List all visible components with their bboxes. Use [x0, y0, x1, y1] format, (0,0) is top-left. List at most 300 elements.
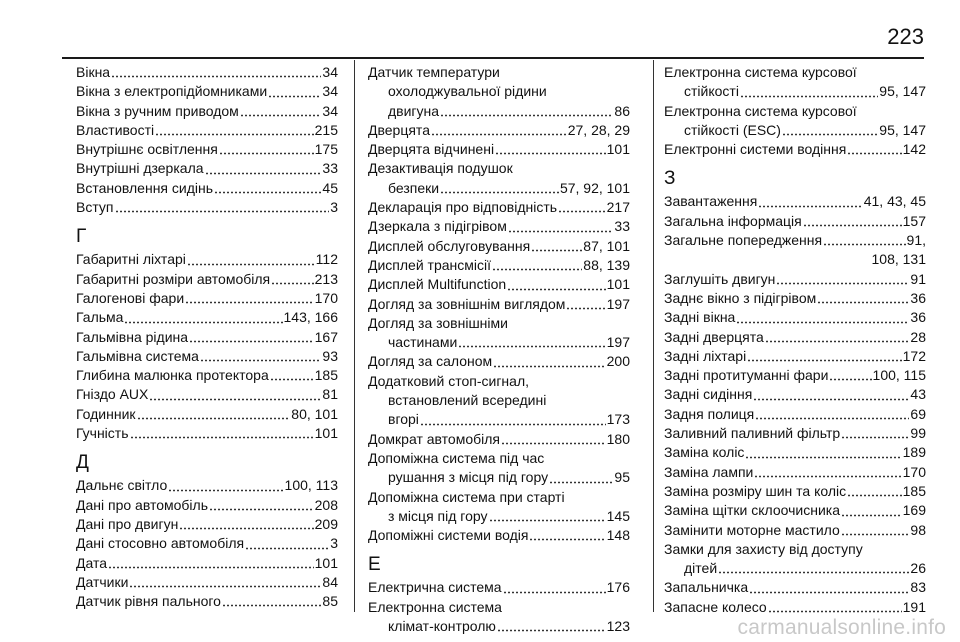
entry-line [76, 289, 338, 308]
entry-text: Замінити моторне мастило [664, 521, 840, 538]
page-refs: 57, 92, 101 [559, 179, 630, 196]
entry-line [664, 270, 926, 289]
entry-text: рушання з місця під гору [388, 469, 549, 486]
index-entry [368, 275, 630, 294]
section-letter: Д [76, 452, 89, 474]
entry-text: Запальничка [664, 579, 749, 596]
index-entry [368, 526, 630, 545]
entry-text: Дверцята відчинені [368, 141, 495, 158]
section-letter: Е [368, 554, 381, 576]
dot-leader [745, 453, 901, 459]
entry-line [368, 179, 630, 198]
entry-text: Вступ [76, 199, 114, 216]
entry-text: Годинник [76, 405, 136, 422]
page-refs: 189 [902, 444, 926, 461]
index-entry [664, 347, 926, 366]
entry-line [76, 592, 338, 611]
index-entry [664, 102, 926, 141]
index-entry [76, 102, 338, 121]
dot-leader [549, 478, 613, 484]
page-refs: 197 [606, 295, 630, 312]
entry-text: встановлений всередині [388, 392, 547, 409]
page-refs: 101 [314, 425, 338, 442]
dot-leader [205, 169, 322, 175]
entry-text: Допоміжна система при старті [368, 488, 565, 505]
entry-line [368, 275, 630, 294]
dot-leader [219, 149, 314, 155]
entry-line [368, 410, 630, 429]
dot-leader [765, 337, 910, 343]
dot-leader [529, 535, 605, 541]
index-entry [76, 63, 338, 82]
index-entry [76, 424, 338, 443]
index-entry [664, 424, 926, 443]
entry-text: Допоміжна система під час [368, 449, 545, 466]
dot-leader [420, 420, 606, 426]
page-refs: 93 [322, 347, 338, 364]
index-entry [664, 443, 926, 462]
entry-line [664, 366, 926, 385]
entry-text: Загальна інформація [664, 212, 802, 229]
dot-leader [240, 111, 322, 117]
index-entry [368, 237, 630, 256]
page-refs: 98 [910, 521, 926, 538]
page-refs: 34 [322, 64, 338, 80]
page-refs: 33 [322, 160, 338, 177]
page-refs: 28 [910, 328, 926, 345]
entry-line [76, 159, 338, 178]
index-entry [368, 598, 630, 637]
index-entry [368, 198, 630, 217]
dot-leader [776, 279, 909, 285]
entry-line [664, 501, 926, 520]
index-entry [76, 534, 338, 553]
entry-text: вгорі [388, 411, 419, 428]
entry-line [76, 121, 338, 140]
dot-leader [108, 563, 314, 569]
page-refs: 95, 147 [879, 83, 926, 100]
index-entry [368, 256, 630, 275]
page-refs: 43 [910, 386, 926, 403]
index-entry [76, 405, 338, 424]
index-entry [368, 314, 630, 353]
entry-text: Гальма [76, 309, 124, 326]
entry-line [664, 443, 926, 462]
entry-text: Дезактивація подушок [368, 160, 513, 177]
entry-line [76, 554, 338, 573]
entry-text: Заглушіть двигун [664, 270, 776, 287]
entry-line [76, 385, 338, 404]
page-refs: 26 [910, 560, 926, 577]
dot-leader [130, 433, 314, 439]
entry-line [76, 496, 338, 515]
page-refs: 41, 43, 45 [863, 193, 926, 210]
dot-leader [531, 246, 582, 252]
dot-leader [847, 149, 901, 155]
dot-leader [245, 544, 329, 550]
entry-line [76, 63, 338, 82]
entry-line [368, 237, 630, 256]
entry-line [76, 534, 338, 553]
entry-text: Замки для захисту від доступу [664, 540, 863, 557]
index-entry [368, 159, 630, 198]
entry-line [368, 507, 630, 526]
dot-leader [440, 111, 613, 117]
dot-leader [209, 505, 314, 511]
page-refs: 191 [902, 598, 926, 615]
entry-text: Дзеркала з підігрівом [368, 218, 507, 235]
page-refs: 95, 147 [879, 121, 926, 138]
dot-leader [270, 375, 314, 381]
entry-text: Задні дверцята [664, 328, 764, 345]
entry-text: Електронна система курсової [664, 102, 857, 119]
index-entry [76, 179, 338, 198]
dot-leader [115, 207, 330, 213]
entry-text: Дисплей Multifunction [368, 276, 507, 293]
page-refs: 45 [322, 179, 338, 196]
dot-leader [149, 395, 321, 401]
entry-line [368, 352, 630, 371]
index-entry [76, 554, 338, 573]
page-refs: 123 [606, 618, 630, 635]
entry-text: Догляд за салоном [368, 353, 493, 370]
entry-line [76, 308, 338, 327]
dot-leader [492, 265, 582, 271]
index-entry [76, 82, 338, 101]
dot-leader [566, 304, 605, 310]
page-refs: 197 [606, 334, 630, 351]
entry-text: Задні вікна [664, 309, 736, 326]
page-refs: 87, 101 [583, 237, 630, 254]
entry-line [368, 121, 630, 140]
index-entry [76, 347, 338, 366]
dot-leader [508, 227, 614, 233]
entry-text: Габаритні ліхтарі [76, 251, 186, 268]
dot-leader [747, 356, 901, 362]
dot-leader [458, 342, 605, 348]
entry-line [76, 328, 338, 347]
entry-text: Датчики [76, 573, 129, 590]
entry-line [664, 308, 926, 327]
index-entry [368, 372, 630, 430]
dot-leader [168, 486, 283, 492]
index-entry [76, 250, 338, 269]
index-entry [664, 63, 926, 102]
page-refs: 34 [322, 102, 338, 119]
index-entry [664, 521, 926, 540]
entry-text: Гальмівна рідина [76, 328, 189, 345]
index-entry [664, 463, 926, 482]
page-refs-continued: 108, 131 [871, 251, 926, 268]
entry-line [368, 468, 630, 487]
index-entry [76, 198, 338, 217]
entry-text: Декларація про відповідність [368, 199, 558, 216]
dot-leader [768, 607, 902, 613]
page-refs: 88, 139 [583, 256, 630, 273]
entry-text: Додатковий стоп-сигнал, [368, 372, 529, 389]
page-refs: 84 [322, 573, 338, 590]
page-refs: 200 [606, 353, 630, 370]
index-entry [76, 140, 338, 159]
dot-leader [187, 260, 315, 266]
entry-text: Задня полиця [664, 405, 755, 422]
entry-line [76, 102, 338, 121]
page-refs: 34 [322, 83, 338, 100]
entry-text: Дверцята [368, 121, 430, 138]
page-refs: 85 [322, 593, 338, 610]
entry-text: дітей [684, 560, 718, 577]
entry-line [664, 328, 926, 347]
entry-text: Домкрат автомобіля [368, 430, 500, 447]
entry-line [76, 250, 338, 269]
entry-text: Задні ліхтарі [664, 347, 747, 364]
index-entry [76, 573, 338, 592]
dot-leader [558, 207, 606, 213]
entry-text: Електрична система [368, 579, 502, 596]
page-number: 223 [887, 24, 924, 49]
dot-leader [489, 516, 606, 522]
dot-leader [841, 511, 902, 517]
entry-text: з місця під гору [388, 507, 488, 524]
page-refs: 101 [314, 554, 338, 571]
entry-text: Дисплей трансмісії [368, 256, 491, 273]
page-refs: 170 [314, 289, 338, 306]
entry-line [76, 424, 338, 443]
entry-text: Допоміжні системи водія [368, 527, 529, 544]
entry-text: Запасне колесо [664, 598, 767, 615]
entry-text: Задні протитуманні фари [664, 367, 829, 384]
index-entry [368, 352, 630, 371]
page-refs: 167 [314, 328, 338, 345]
page-refs: 101 [606, 276, 630, 293]
dot-leader [749, 588, 909, 594]
dot-leader [718, 568, 909, 574]
entry-line [368, 578, 630, 597]
column-divider [354, 60, 355, 612]
watermark: carmanualsonline.info [737, 616, 946, 639]
dot-leader [222, 601, 321, 607]
index-entry [368, 578, 630, 597]
dot-leader [111, 72, 321, 78]
index-entry [368, 449, 630, 488]
section-letter: Г [76, 226, 87, 248]
entry-line [368, 295, 630, 314]
page-refs: 80, 101 [291, 405, 338, 422]
index-entry [368, 217, 630, 236]
dot-leader [782, 130, 878, 136]
entry-text: Вікна з ручним приводом [76, 102, 239, 119]
entry-line [664, 385, 926, 404]
index-entry [76, 592, 338, 611]
entry-line [664, 521, 926, 540]
entry-line [76, 515, 338, 534]
page-refs: 99 [910, 425, 926, 442]
dot-leader [189, 337, 314, 343]
dot-leader [503, 588, 606, 594]
index-entry [664, 308, 926, 327]
entry-text: Електронні системи водіння [664, 141, 847, 158]
entry-line [664, 598, 926, 617]
index-entry [664, 212, 926, 231]
entry-line [76, 347, 338, 366]
header-rule [62, 57, 924, 59]
index-entry [664, 270, 926, 289]
dot-leader [129, 582, 321, 588]
dot-leader [497, 626, 606, 632]
entry-text: Заміна розміру шин та коліс [664, 482, 847, 499]
page-refs: 176 [606, 579, 630, 596]
entry-line [76, 366, 338, 385]
entry-line [368, 333, 630, 352]
page-refs: 157 [902, 212, 926, 229]
page-refs: 100, 113 [284, 477, 338, 494]
page-refs: 217 [606, 199, 630, 216]
entry-text: Догляд за зовнішнім виглядом [368, 295, 566, 312]
index-entry [368, 488, 630, 527]
entry-line [664, 482, 926, 501]
entry-text: Задні сидіння [664, 386, 753, 403]
entry-line [368, 140, 630, 159]
entry-line [368, 526, 630, 545]
page-refs: 36 [910, 289, 926, 306]
dot-leader [803, 221, 902, 227]
entry-text: Габаритні розміри автомобіля [76, 270, 271, 287]
page-refs: 185 [314, 367, 338, 384]
index-entry [664, 501, 926, 520]
dot-leader [758, 202, 862, 208]
entry-text: Внутрішнє освітлення [76, 141, 218, 158]
entry-text: частинами [388, 334, 458, 351]
entry-line [76, 179, 338, 198]
dot-leader [137, 414, 291, 420]
page-refs: 175 [314, 141, 338, 158]
entry-text: Галогенові фари [76, 289, 185, 306]
entry-text: Датчик температури [368, 64, 500, 80]
entry-line [664, 82, 926, 101]
entry-text: Внутрішні дзеркала [76, 160, 204, 177]
entry-line [664, 559, 926, 578]
section-letter: З [664, 168, 676, 190]
dot-leader [736, 318, 909, 324]
entry-text: стійкості [684, 83, 739, 100]
entry-text: клімат-контролю [388, 618, 496, 635]
page-refs: 91, [906, 232, 926, 249]
entry-text: Заміна щітки склоочисника [664, 502, 841, 519]
entry-text: Гучність [76, 425, 129, 442]
index-entry [76, 385, 338, 404]
entry-text: Заднє вікно з підігрівом [664, 289, 817, 306]
page-refs: 100, 115 [872, 367, 926, 384]
page-refs: 173 [606, 411, 630, 428]
entry-line [368, 217, 630, 236]
page-refs: 143, 166 [283, 309, 338, 326]
entry-text: безпеки [388, 179, 440, 196]
entry-line [664, 231, 926, 250]
index-entry [664, 192, 926, 211]
page-refs: 101 [606, 141, 630, 158]
index-entry [76, 289, 338, 308]
page-refs: 180 [606, 430, 630, 447]
index-entry [76, 270, 338, 289]
entry-line [76, 140, 338, 159]
dot-leader [829, 375, 871, 381]
entry-text: Встановлення сидінь [76, 179, 214, 196]
entry-line [664, 192, 926, 211]
page-refs: 209 [314, 515, 338, 532]
dot-leader [124, 318, 282, 324]
entry-line [664, 212, 926, 231]
page-refs: 169 [902, 502, 926, 519]
entry-text: Гальмівна система [76, 347, 199, 364]
dot-leader [155, 130, 314, 136]
entry-text: Загальне попередження [664, 232, 823, 249]
entry-text: Вікна [76, 64, 111, 80]
entry-line [76, 270, 338, 289]
entry-line [664, 463, 926, 482]
entry-line [664, 140, 926, 159]
index-entry [664, 231, 926, 270]
index-column-1 [76, 63, 338, 611]
dot-leader [268, 92, 321, 98]
index-entry [664, 578, 926, 597]
index-entry [76, 308, 338, 327]
index-entry [76, 515, 338, 534]
dot-leader [847, 491, 902, 497]
page-refs: 142 [902, 141, 926, 158]
entry-text: Заливний паливний фільтр [664, 425, 841, 442]
index-entry [76, 121, 338, 140]
column-divider [653, 60, 654, 612]
index-entry [76, 496, 338, 515]
dot-leader [740, 92, 878, 98]
entry-text: Глибина малюнка протектора [76, 367, 269, 384]
index-entry [664, 598, 926, 617]
index-column-3 [664, 63, 926, 617]
entry-line [368, 430, 630, 449]
entry-line [368, 102, 630, 121]
page-refs: 170 [902, 463, 926, 480]
page-refs: 112 [315, 251, 338, 268]
entry-line [368, 256, 630, 275]
entry-line [76, 198, 338, 217]
entry-line [76, 82, 338, 101]
entry-line [664, 121, 926, 140]
page-refs: 148 [606, 527, 630, 544]
dot-leader [495, 149, 606, 155]
entry-line [664, 424, 926, 443]
entry-text: Дані про двигун [76, 515, 179, 532]
dot-leader [200, 356, 322, 362]
index-entry [368, 121, 630, 140]
entry-text: Заміна лампи [664, 463, 754, 480]
page-refs: 145 [606, 507, 630, 524]
index-entry [664, 140, 926, 159]
entry-text: Заміна коліс [664, 444, 745, 461]
index-entry [664, 482, 926, 501]
page-refs: 36 [910, 309, 926, 326]
page-refs: 95 [614, 469, 630, 486]
page-refs: 3 [330, 199, 338, 216]
index-entry [368, 140, 630, 159]
index-entry [664, 328, 926, 347]
index-entry [76, 328, 338, 347]
dot-leader [179, 524, 313, 530]
page-refs: 83 [910, 579, 926, 596]
entry-text: Вікна з електропідйомниками [76, 83, 268, 100]
page-refs: 172 [902, 347, 926, 364]
page-refs: 27, 28, 29 [567, 121, 630, 138]
index-entry [664, 405, 926, 424]
